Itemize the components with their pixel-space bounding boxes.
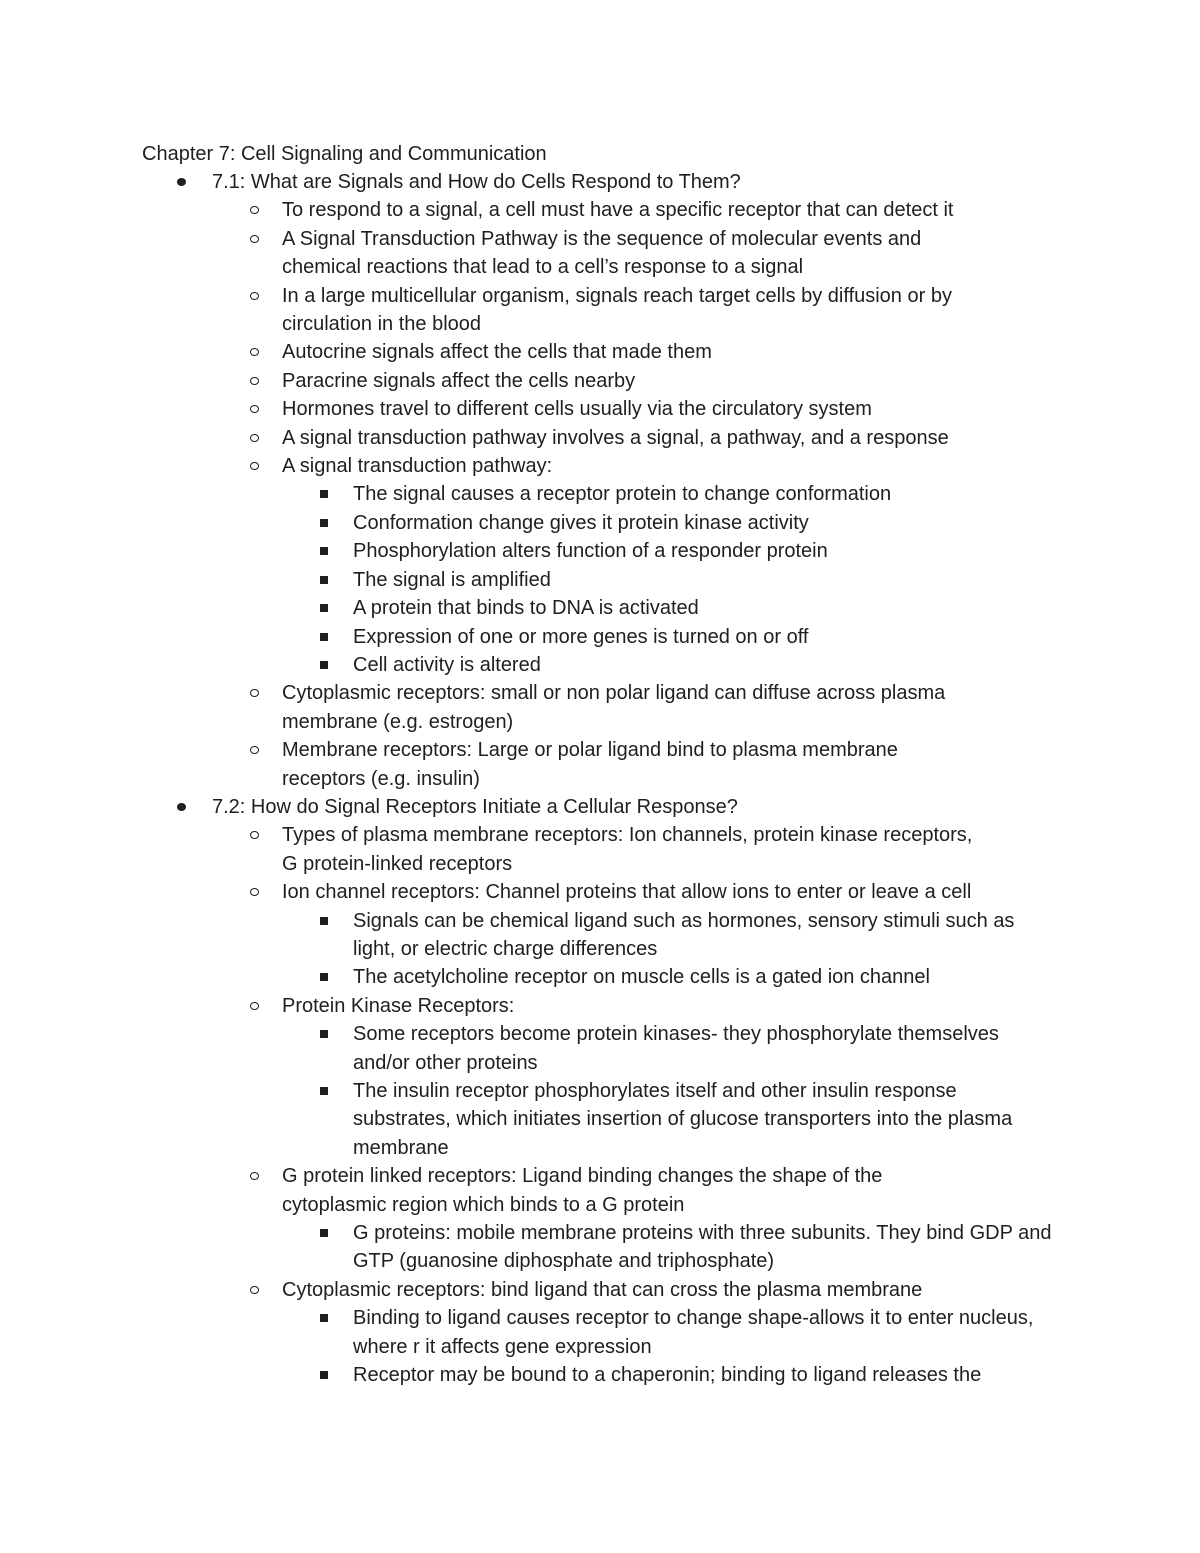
circle-bullet-icon — [248, 196, 260, 224]
list-item — [0, 679, 1200, 736]
sub-list-item-text: Signals can be chemical ligand such as hormones, sensory stimuli such as light, or electric charge differences — [353, 909, 1015, 960]
sub-list-item — [0, 1219, 1200, 1276]
list-item — [0, 338, 1200, 366]
list-item — [0, 395, 1200, 423]
circle-bullet-icon — [248, 1162, 260, 1190]
circle-bullet-icon — [248, 679, 260, 707]
square-bullet-icon — [318, 594, 330, 622]
list-item-text: G protein linked receptors: Ligand binding changes the shape of the cytoplasmic region which binds to a G protein — [282, 1165, 883, 1216]
square-bullet-icon — [318, 963, 330, 991]
list-item-text: A signal transduction pathway involves a signal, a pathway, and a response — [282, 426, 949, 449]
sub-list-item — [0, 509, 1200, 537]
sub-list-item-text: The signal is amplified — [353, 568, 551, 591]
list-item-text: Cytoplasmic receptors: small or non polar ligand can diffuse across plasma membrane (e.g. estrogen) — [282, 682, 946, 733]
section-heading — [0, 793, 1200, 821]
list-item-text: Paracrine signals affect the cells nearby — [282, 369, 636, 392]
sub-list-item-text: Cell activity is altered — [353, 653, 541, 676]
disc-bullet-icon — [175, 793, 187, 821]
list-item — [0, 1276, 1200, 1304]
sub-list-item-text: Receptor may be bound to a chaperonin; binding to ligand releases the — [353, 1364, 982, 1387]
circle-bullet-icon — [248, 395, 260, 423]
list-item-text: Types of plasma membrane receptors: Ion channels, protein kinase receptors, G protein-linked receptors — [282, 824, 973, 875]
list-item — [0, 452, 1200, 480]
square-bullet-icon — [318, 480, 330, 508]
circle-bullet-icon — [248, 878, 260, 906]
section-heading-text: 7.1: What are Signals and How do Cells Respond to Them? — [212, 171, 741, 193]
list-item-text: Autocrine signals affect the cells that made them — [282, 341, 712, 364]
sub-list-item — [0, 1304, 1200, 1361]
square-bullet-icon — [318, 1077, 330, 1105]
sub-list-item — [0, 1361, 1200, 1389]
document-title: Chapter 7: Cell Signaling and Communication — [142, 143, 547, 165]
sub-list-item — [0, 623, 1200, 651]
section-heading-text: 7.2: How do Signal Receptors Initiate a Cellular Response? — [212, 795, 738, 818]
list-item — [0, 821, 1200, 878]
list-item-text: A Signal Transduction Pathway is the sequence of molecular events and chemical reactions that lead to a cell’s response to a signal — [282, 227, 922, 279]
circle-bullet-icon — [248, 821, 260, 849]
sub-list-item-text: The acetylcholine receptor on muscle cells is a gated ion channel — [353, 966, 930, 989]
sub-list-item — [0, 480, 1200, 508]
list-item — [0, 367, 1200, 395]
circle-bullet-icon — [248, 992, 260, 1020]
sub-list-item — [0, 566, 1200, 594]
sub-list-item — [0, 537, 1200, 565]
square-bullet-icon — [318, 1304, 330, 1332]
sub-list-item — [0, 1077, 1200, 1162]
circle-bullet-icon — [248, 282, 260, 310]
sub-list-item-text: G proteins: mobile membrane proteins with three subunits. They bind GDP and GTP (guanosine diphosphate and triphosphate) — [353, 1222, 1052, 1273]
sub-list-item-text: Expression of one or more genes is turned on or off — [353, 625, 809, 648]
sub-list-item — [0, 594, 1200, 622]
list-item-text: In a large multicellular organism, signals reach target cells by diffusion or by circulation in the blood — [282, 284, 952, 336]
square-bullet-icon — [318, 907, 330, 935]
list-item-text: Hormones travel to different cells usually via the circulatory system — [282, 398, 872, 421]
list-item — [0, 878, 1200, 906]
square-bullet-icon — [318, 1020, 330, 1048]
list-item — [0, 225, 1200, 282]
sub-list-item-text: The signal causes a receptor protein to change conformation — [353, 483, 892, 506]
list-item-text: To respond to a signal, a cell must have a specific receptor that can detect it — [282, 199, 954, 222]
sub-list-item-text: Binding to ligand causes receptor to change shape-allows it to enter nucleus, where r it affects gene expression — [353, 1307, 1034, 1358]
square-bullet-icon — [318, 566, 330, 594]
circle-bullet-icon — [248, 736, 260, 764]
sub-list-item — [0, 1020, 1200, 1077]
circle-bullet-icon — [248, 424, 260, 452]
circle-bullet-icon — [248, 225, 260, 253]
section-heading — [0, 168, 1200, 196]
sub-list-item-text: A protein that binds to DNA is activated — [353, 597, 699, 620]
sub-list-item-text: Some receptors become protein kinases- they phosphorylate themselves and/or other proteins — [353, 1023, 999, 1074]
list-item-text: Ion channel receptors: Channel proteins that allow ions to enter or leave a cell — [282, 881, 972, 904]
list-item-text: Cytoplasmic receptors: bind ligand that can cross the plasma membrane — [282, 1278, 923, 1301]
sub-list-item-text: Phosphorylation alters function of a responder protein — [353, 540, 828, 563]
sub-list-item — [0, 651, 1200, 679]
sub-list-item — [0, 907, 1200, 964]
circle-bullet-icon — [248, 452, 260, 480]
disc-bullet-icon — [175, 168, 187, 196]
list-item — [0, 282, 1200, 339]
sub-list-item-text: Conformation change gives it protein kinase activity — [353, 511, 809, 534]
list-item — [0, 736, 1200, 793]
circle-bullet-icon — [248, 1276, 260, 1304]
list-item-text: Membrane receptors: Large or polar ligand bind to plasma membrane receptors (e.g. insulin) — [282, 739, 898, 790]
list-item-text: A signal transduction pathway: — [282, 455, 553, 478]
outline-list — [0, 168, 1200, 1389]
square-bullet-icon — [318, 1361, 330, 1389]
square-bullet-icon — [318, 509, 330, 537]
square-bullet-icon — [318, 1219, 330, 1247]
square-bullet-icon — [318, 623, 330, 651]
circle-bullet-icon — [248, 367, 260, 395]
list-item — [0, 1162, 1200, 1219]
square-bullet-icon — [318, 537, 330, 565]
sub-list-item — [0, 963, 1200, 991]
list-item — [0, 196, 1200, 224]
list-item — [0, 424, 1200, 452]
list-item — [0, 992, 1200, 1020]
square-bullet-icon — [318, 651, 330, 679]
sub-list-item-text: The insulin receptor phosphorylates itself and other insulin response substrates, which initiates insertion of glucose transporters into the plasma membrane — [353, 1080, 1013, 1159]
list-item-text: Protein Kinase Receptors: — [282, 994, 515, 1017]
circle-bullet-icon — [248, 338, 260, 366]
